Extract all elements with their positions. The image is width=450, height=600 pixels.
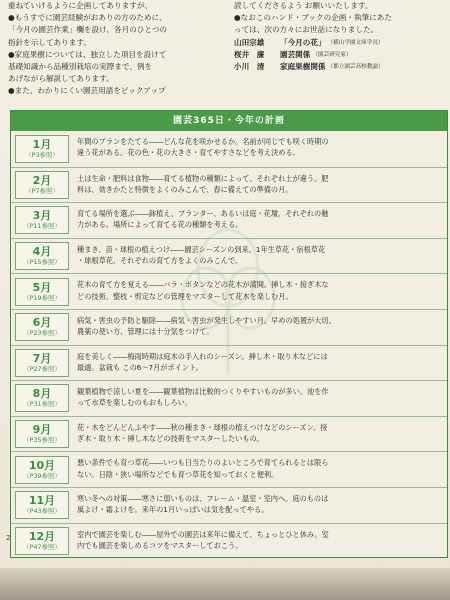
month-name: 11月: [28, 494, 56, 508]
month-description: [73, 524, 447, 559]
month-description: [73, 203, 447, 238]
description-line: 種まき、苗・球根の植えつけ――園芸シーズンの到来。1年生草花・宿根草花: [77, 244, 326, 254]
credit-name: 小川 清: [234, 62, 265, 72]
description-line: 悪い条件でも育つ草花――いつも日当たりのよいところで育てられるとは限ら: [77, 458, 329, 468]
month-name: 10月: [28, 458, 56, 472]
month-page-ref: （P19参照）: [23, 293, 61, 302]
month-name: 5月: [32, 280, 52, 294]
plan-row: [11, 131, 447, 167]
intro-section: [8, 0, 444, 108]
description-line: 違う花がある。花の色・花の大きさ・育てやすさなどを考え決める。: [77, 148, 300, 158]
plan-row: [11, 451, 447, 487]
month-page-ref: （P11参照）: [23, 222, 61, 231]
month-box: [15, 420, 69, 448]
month-name: 6月: [32, 316, 52, 330]
month-box: [15, 456, 69, 484]
month-cell: [11, 131, 73, 167]
month-page-ref: （P31参照）: [23, 400, 61, 409]
month-page-ref: （P3参照）: [25, 150, 59, 159]
intro-line: 基礎知識から品種別栽培の実際まで、例を: [8, 62, 153, 72]
month-name: 3月: [32, 209, 52, 223]
credit-line: [234, 37, 446, 49]
month-name: 9月: [32, 423, 52, 437]
description-line: 内でも園芸を楽しめるコツをマスターしておこう。: [77, 540, 243, 550]
month-description: [73, 417, 447, 452]
month-box: [15, 384, 69, 412]
description-line: 観葉植物で涼しい夏を――観葉植物は比較的つくりやすいものが多い。池を作: [77, 387, 329, 397]
plan-title: 園芸365日・今年の計画: [11, 111, 447, 131]
intro-right-column: [234, 0, 446, 73]
credit-affiliation: （園芸研究家）: [312, 51, 352, 58]
credit-role: 園芸関係: [280, 49, 311, 59]
description-line: 寒い冬への対策――寒さに弱いものは、フレーム・温室・室内へ。庭のものは: [77, 493, 329, 503]
intro-line: あげながら解説してあります。: [8, 74, 114, 84]
credit-role: 「今月の花」: [280, 37, 326, 47]
month-cell: [11, 524, 73, 559]
month-box: [15, 491, 69, 519]
intro-line: ●なおこのハンド・ブックの企画・執筆にあた: [234, 13, 392, 23]
intro-line: っては、次の方々にお世話になりました。: [234, 25, 379, 35]
description-line: 花・木をどんどんふやす――秋の種まき・球根の植えつけなどのシーズン。接: [77, 422, 328, 432]
month-description: [73, 168, 447, 203]
plan-rows: [11, 131, 447, 558]
plan-row: [11, 167, 447, 203]
month-description: [73, 381, 447, 416]
month-name: 8月: [32, 387, 52, 401]
intro-left-column: [8, 0, 226, 98]
month-cell: [11, 346, 73, 381]
credit-role: 家庭果樹関係: [280, 62, 326, 72]
intro-line: 「今月の園芸作業」欄を設け、各月のひとつの: [8, 25, 168, 35]
credit-affiliation: （横山学園文庫学長）: [327, 39, 384, 46]
plan-row: [11, 380, 447, 416]
month-cell: [11, 239, 73, 274]
plan-row: [11, 309, 447, 345]
month-name: 1月: [32, 137, 52, 151]
intro-line: ●家庭果樹については、独立した項目を設けて: [8, 49, 167, 59]
month-description: [73, 452, 447, 487]
month-cell: [11, 417, 73, 452]
intro-line: 指針を示してあります。: [8, 37, 91, 47]
month-page-ref: （P23参照）: [23, 329, 61, 338]
description-line: 庭を美しく――梅雨時期は庭木の手入れのシーズン。挿し木・取り木などには: [77, 351, 328, 361]
description-line: どの技術、整枝・剪定などの管理をマスターして花木を楽しむ月。: [77, 291, 293, 301]
description-line: 土は生命・肥料は食物――育てる植物の種類によって、それぞれ土が違う。肥: [77, 173, 329, 183]
month-description: [73, 346, 447, 381]
annual-plan-table: [10, 110, 448, 558]
month-description: [73, 488, 447, 523]
month-cell: [11, 310, 73, 345]
plan-row: [11, 238, 447, 274]
plan-row: [11, 273, 447, 309]
month-name: 7月: [32, 351, 52, 365]
intro-line: ●また、わかりにくい園芸用語をピックアップ: [8, 86, 166, 96]
description-line: 育てる場所を選ぶ――鉢植え、プランター、あるいは庭・花壇、それぞれの魅: [77, 209, 329, 219]
month-page-ref: （P35参照）: [23, 436, 61, 445]
month-page-ref: （P15参照）: [23, 258, 61, 267]
credit-affiliation: （都立園芸高校教諭）: [327, 64, 384, 71]
description-line: 病気・害虫の予防と駆除――病気・害虫が発生しやすい月。早めの処置が大切。: [77, 315, 336, 325]
intro-line: ●もうすでに園芸経験がおありの方のために、: [8, 13, 167, 23]
month-cell: [11, 203, 73, 238]
month-cell: [11, 274, 73, 309]
page-number: 2: [6, 534, 11, 542]
month-description: [73, 239, 447, 274]
credit-line: [234, 61, 446, 73]
description-line: って水草を楽しむのもおもしろい。: [77, 398, 193, 408]
credit-name: 山田宗雄: [234, 37, 265, 47]
description-line: ・球根草花、それぞれの育て方をよくのみこんで。: [77, 255, 243, 265]
description-line: 花木の育て方を覚える――バラ・ボタンなどの花木が満開。挿し木・接ぎ木な: [77, 280, 329, 290]
month-box: [15, 278, 69, 306]
month-name: 4月: [32, 245, 52, 259]
intro-line: 読してくださるよう お願いいたします。: [234, 1, 373, 10]
month-box: [15, 242, 69, 270]
month-page-ref: （P47参照）: [23, 542, 61, 551]
month-name: 2月: [32, 173, 52, 187]
plan-row: [11, 202, 447, 238]
month-cell: [11, 488, 73, 523]
month-box: [15, 171, 69, 199]
month-page-ref: （P39参照）: [23, 471, 61, 480]
credit-name: 桜井 廉: [234, 49, 265, 59]
month-description: [73, 310, 447, 345]
month-box: [15, 313, 69, 341]
plan-row: [11, 487, 447, 523]
month-cell: [11, 168, 73, 203]
credit-line: [234, 49, 446, 61]
description-line: 風よけ・霜よけを。来年の1月いっぱいは気を配ってやる。: [77, 505, 269, 515]
intro-line: 重ねていけるように企画してありますが、: [8, 1, 153, 10]
month-cell: [11, 381, 73, 416]
month-description: [73, 131, 447, 167]
plan-row: [11, 416, 447, 452]
month-description: [73, 274, 447, 309]
description-line: 最適。盆栽も この6～7月がポイント。: [77, 362, 203, 372]
description-line: 料は、効きかたと特徴をよくのみこんで、春に備えての準備の月。: [77, 184, 293, 194]
month-cell: [11, 452, 73, 487]
plan-row: [11, 523, 447, 559]
description-line: 室内で園芸を楽しむ――屋外での園芸は来年に備えて、ちょっとひと休み。室: [77, 529, 329, 539]
page-edge: [0, 568, 450, 600]
month-page-ref: （P27参照）: [23, 364, 61, 373]
description-line: 力がある。場所によって育てる花の種類を考える。: [77, 220, 243, 230]
description-line: ない。日陰・狭い場所などでも育つ草花を知っておくと便利。: [77, 469, 279, 479]
month-box: [15, 135, 69, 163]
month-box: [15, 206, 69, 234]
description-line: 年間のプランをたてる――どんな花を咲かせるか。名前が同じでも咲く時期の: [77, 137, 329, 146]
description-line: ぎ木・取り木・挿し木などの技術をマスターしたいもの。: [77, 433, 264, 443]
month-box: [15, 349, 69, 377]
month-page-ref: （P43参照）: [23, 507, 61, 516]
plan-row: [11, 345, 447, 381]
month-box: [15, 527, 69, 555]
description-line: 農薬の使い方、管理には十分気をつけて。: [77, 327, 214, 337]
month-page-ref: （P7参照）: [25, 186, 59, 195]
month-name: 12月: [28, 529, 56, 543]
